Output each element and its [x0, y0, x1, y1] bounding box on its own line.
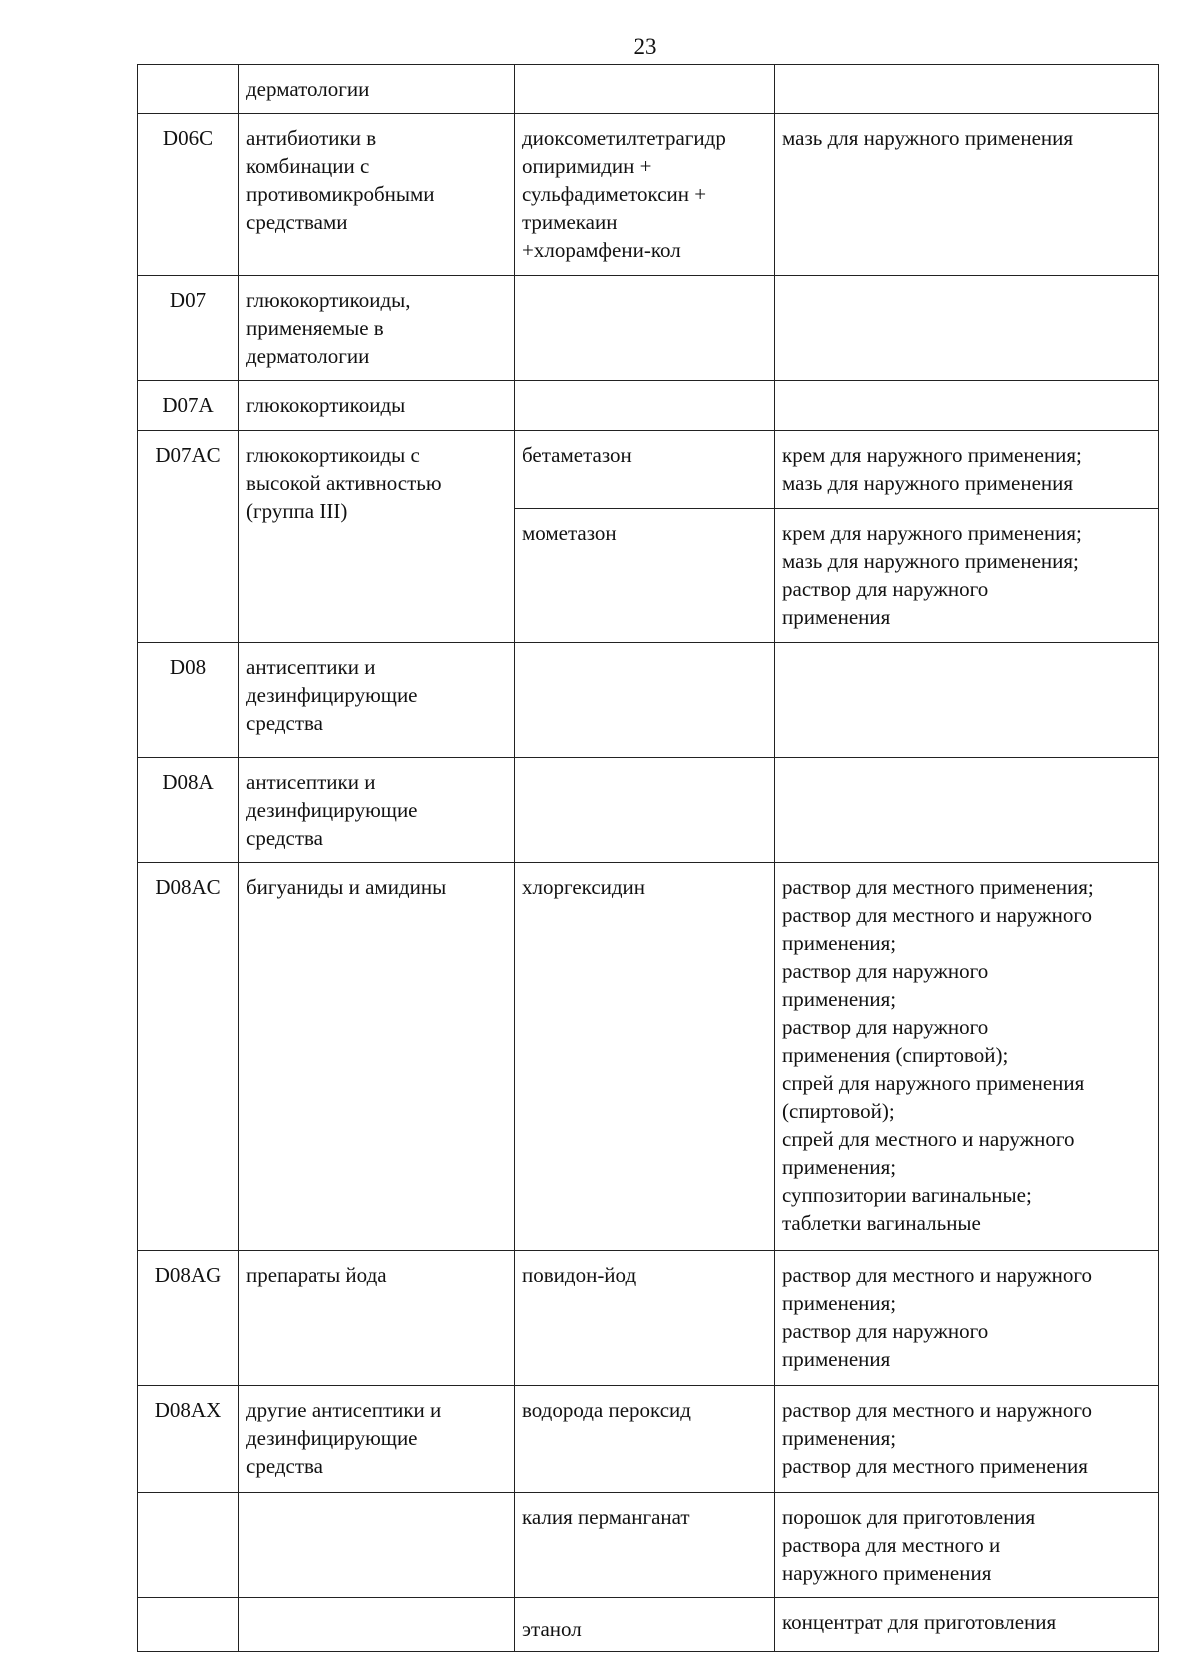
dosage-form-cell: [775, 643, 1159, 758]
group-cell: дерматологии: [239, 65, 515, 114]
substance-cell: [515, 643, 775, 758]
dosage-form-cell: раствор для местного и наружного применения; раствор для наружного применения: [775, 1251, 1159, 1386]
atc-code-cell: D08: [138, 643, 239, 758]
atc-code-cell: D08AX: [138, 1386, 239, 1493]
atc-code-cell: D06C: [138, 114, 239, 276]
table-row: [138, 1493, 1159, 1598]
group-cell: глюкокортикоиды: [239, 381, 515, 431]
dosage-form-cell: крем для наружного применения; мазь для наружного применения; раствор для наружного применения: [775, 509, 1159, 643]
atc-code-cell: [138, 1493, 239, 1598]
table-row: [138, 1598, 1159, 1652]
atc-code-cell: [138, 1598, 239, 1652]
group-cell: препараты йода: [239, 1251, 515, 1386]
group-cell: глюкокортикоиды с высокой активностью (группа III): [239, 431, 515, 643]
atc-code-cell: [138, 65, 239, 114]
page-number: 23: [633, 34, 657, 59]
dosage-form-cell: раствор для местного и наружного применения; раствор для местного применения: [775, 1386, 1159, 1493]
table-row: [138, 643, 1159, 758]
atc-code-cell: D07AC: [138, 431, 239, 643]
substance-cell: [515, 65, 775, 114]
table-row: [138, 276, 1159, 381]
table-row: [138, 381, 1159, 431]
table-row: [138, 114, 1159, 276]
substance-cell: [515, 276, 775, 381]
atc-code-cell: D08AG: [138, 1251, 239, 1386]
dosage-form-cell: [775, 276, 1159, 381]
dosage-form-cell: мазь для наружного применения: [775, 114, 1159, 276]
medication-table: [137, 64, 1159, 1652]
dosage-form-cell: крем для наружного применения; мазь для наружного применения: [775, 431, 1159, 509]
table-row: [138, 758, 1159, 863]
dosage-form-cell: концентрат для приготовления: [775, 1598, 1159, 1652]
dosage-form-cell: [775, 381, 1159, 431]
substance-cell: мометазон: [515, 509, 775, 643]
substance-cell: водорода пероксид: [515, 1386, 775, 1493]
dosage-form-cell: раствор для местного применения; раствор для местного и наружного применения; раствор для наружного применения; раствор для наружного применения (спиртовой); спрей для наружного применения (спиртовой); спрей для местного и наружного применения; суппозитории вагинальные; таблетки вагинальные: [775, 863, 1159, 1251]
substance-cell: повидон-йод: [515, 1251, 775, 1386]
group-cell: антибиотики в комбинации с противомикробными средствами: [239, 114, 515, 276]
table-row: [138, 65, 1159, 114]
table-row: [138, 1386, 1159, 1493]
group-cell: глюкокортикоиды, применяемые в дерматологии: [239, 276, 515, 381]
substance-cell: этанол: [515, 1598, 775, 1652]
substance-cell: хлоргексидин: [515, 863, 775, 1251]
substance-cell: диоксометилтетрагидр опиримидин + сульфадиметоксин + тримекаин +хлорамфени-кол: [515, 114, 775, 276]
atc-code-cell: D07A: [138, 381, 239, 431]
dosage-form-cell: [775, 758, 1159, 863]
table-row: [138, 863, 1159, 1251]
atc-code-cell: D08A: [138, 758, 239, 863]
atc-code-cell: D07: [138, 276, 239, 381]
substance-cell: калия перманганат: [515, 1493, 775, 1598]
atc-code-cell: D08AC: [138, 863, 239, 1251]
substance-cell: [515, 758, 775, 863]
dosage-form-cell: порошок для приготовления раствора для местного и наружного применения: [775, 1493, 1159, 1598]
substance-cell: [515, 381, 775, 431]
table-row: [138, 431, 1159, 509]
group-cell: антисептики и дезинфицирующие средства: [239, 643, 515, 758]
table-row: [138, 1251, 1159, 1386]
group-cell: другие антисептики и дезинфицирующие средства: [239, 1386, 515, 1493]
group-cell: бигуаниды и амидины: [239, 863, 515, 1251]
group-cell: антисептики и дезинфицирующие средства: [239, 758, 515, 863]
substance-cell: бетаметазон: [515, 431, 775, 509]
group-cell: [239, 1598, 515, 1652]
dosage-form-cell: [775, 65, 1159, 114]
group-cell: [239, 1493, 515, 1598]
